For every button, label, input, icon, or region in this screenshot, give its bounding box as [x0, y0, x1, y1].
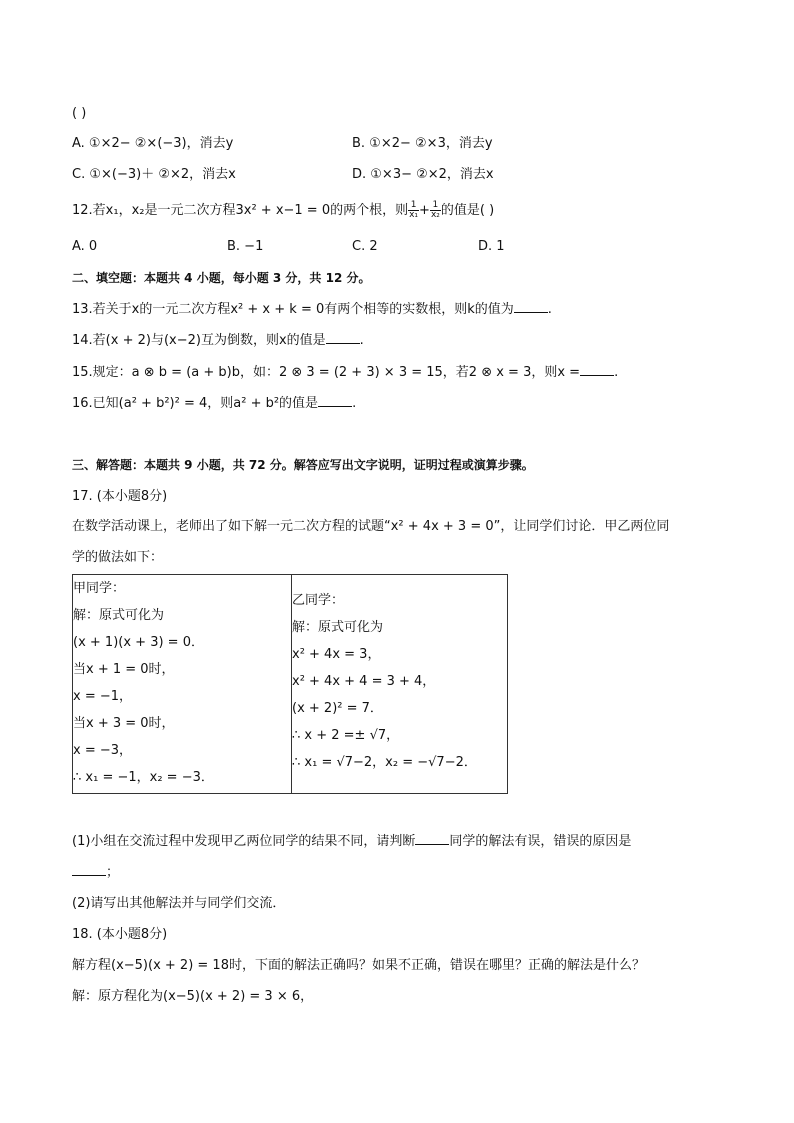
yi-line: ∴ x + 2 =± √7，: [292, 728, 400, 743]
q15-period: .: [614, 365, 619, 380]
section3-header: 三、解答题：本题共 9 小题，共 72 分。解答应写出文字说明，证明过程或演算步骤。: [72, 458, 534, 472]
q13-blank: [514, 300, 548, 313]
jia-line: (x + 1)(x + 3) = 0．: [73, 635, 204, 650]
q17-part1: [72, 832, 631, 851]
yi-line: x² + 4x + 4 = 3 + 4，: [292, 674, 436, 689]
q12-frac1-num: 1: [408, 201, 419, 211]
q16-period: .: [352, 396, 357, 411]
q12-option-d: D. 1: [478, 239, 505, 254]
q12-stem-b: 的值是( ): [440, 203, 495, 218]
q11-option-c: C. ①×(−3)＋ ②×2，消去x: [72, 167, 236, 182]
q12-plus: +: [419, 203, 430, 218]
q12-option-a: A. 0: [72, 239, 98, 254]
jia-line: 当x + 3 = 0时，: [73, 716, 175, 731]
q16-line: [72, 394, 356, 413]
q11-answer-paren: ( ): [72, 106, 87, 121]
q14-text: 14.若(x + 2)与(x−2)互为倒数，则x的值是: [72, 333, 326, 348]
q17-solutions-table: [72, 574, 508, 794]
q17-title: 17. (本小题8分): [72, 489, 168, 504]
jia-line: ∴ x₁ = −1，x₂ = −3．: [73, 770, 214, 785]
q12-option-b: B. −1: [227, 239, 264, 254]
q11-option-a: A. ①×2− ②×(−3)，消去y: [72, 136, 234, 151]
q13-line: [72, 300, 552, 319]
q13-period: .: [547, 302, 552, 317]
q12-fraction-1: [408, 201, 419, 220]
jia-line: 甲同学：: [73, 581, 126, 596]
q15-line: [72, 363, 618, 382]
q17-part1-text-b: 同学的解法有误，错误的原因是: [449, 834, 632, 849]
section2-header: 二、填空题：本题共 4 小题，每小题 3 分，共 12 分。: [72, 271, 371, 285]
yi-line: x² + 4x = 3，: [292, 647, 381, 662]
q14-period: .: [359, 333, 364, 348]
q16-blank: [318, 394, 352, 407]
yi-line: ∴ x₁ = √7−2，x₂ = −√7−2．: [292, 755, 477, 770]
q18-solution-start: 解：原方程化为(x−5)(x + 2) = 3 × 6，: [72, 989, 314, 1004]
q15-text: 15.规定：a ⊗ b = (a + b)b，如：2 ⊗ 3 = (2 + 3) × 3 = 15，若2 ⊗ x = 3，则x =: [72, 365, 581, 380]
q11-option-b: B. ①×2− ②×3，消去y: [352, 136, 493, 151]
jia-solution-cell: [73, 575, 292, 794]
q12-frac1-den: x₁: [409, 210, 419, 220]
jia-line: 解：原式可化为: [73, 608, 165, 623]
q17-part1-blank-2: [72, 863, 106, 876]
q16-text: 16.已知(a² + b²)² = 4，则a² + b²的值是: [72, 396, 319, 411]
q14-blank: [326, 331, 360, 344]
q11-option-d: D. ①×3− ②×2，消去x: [352, 167, 494, 182]
q15-blank: [580, 363, 614, 376]
q17-part2: (2)请写出其他解法并与同学们交流．: [72, 896, 286, 911]
q17-part1-blank-1: [415, 832, 449, 845]
q12-option-c: C. 2: [352, 239, 378, 254]
q18-title: 18. (本小题8分): [72, 927, 168, 942]
q17-intro-2: 学的做法如下：: [72, 550, 164, 565]
yi-solution-cell: [292, 575, 508, 794]
jia-line: 当x + 1 = 0时，: [73, 662, 175, 677]
q12-stem-a: 12.若x₁，x₂是一元二次方程3x² + x−1 = 0的两个根，则: [72, 203, 409, 218]
q17-intro-1: 在数学活动课上，老师出了如下解一元二次方程的试题“x² + 4x + 3 = 0”，让同学们讨论．甲乙两位同: [72, 519, 670, 534]
q14-line: [72, 331, 364, 350]
q13-text: 13.若关于x的一元二次方程x² + x + k = 0有两个相等的实数根，则k的值为: [72, 302, 514, 317]
jia-line: x = −3，: [73, 743, 133, 758]
q17-part1-text-a: (1)小组在交流过程中发现甲乙两位同学的结果不同，请判断: [72, 834, 416, 849]
q12-frac2-den: x₂: [430, 210, 440, 220]
yi-line: 解：原式可化为: [292, 620, 384, 635]
q17-part1-cont: [72, 863, 119, 882]
q18-stem: 解方程(x−5)(x + 2) = 18时，下面的解法正确吗？如果不正确，错误在哪里？正确的解法是什么？: [72, 958, 645, 973]
q12-frac2-num: 1: [430, 201, 441, 211]
q12-stem: [72, 201, 494, 220]
yi-line: (x + 2)² = 7．: [292, 701, 383, 716]
yi-line: 乙同学：: [292, 593, 345, 608]
jia-line: x = −1，: [73, 689, 133, 704]
q12-fraction-2: [430, 201, 441, 220]
q17-part1-text-c: ；: [106, 865, 120, 880]
